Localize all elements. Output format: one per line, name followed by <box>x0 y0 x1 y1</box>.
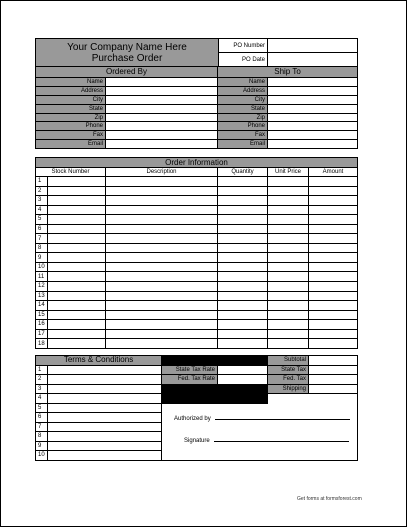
ship-to-field[interactable] <box>268 113 358 122</box>
po-number-field[interactable] <box>268 39 358 53</box>
description-cell[interactable] <box>106 224 218 234</box>
unit-price-cell[interactable] <box>268 215 309 225</box>
totals-blank <box>268 394 358 404</box>
ordered-by-label: Address <box>36 86 106 95</box>
order-line-row <box>36 320 358 330</box>
terms-heading: Terms & Conditions <box>36 356 162 366</box>
quantity-cell[interactable] <box>218 272 268 282</box>
amount-cell[interactable] <box>309 320 358 330</box>
order-line-row <box>36 224 358 234</box>
description-cell[interactable] <box>106 272 218 282</box>
order-line-row <box>36 196 358 206</box>
quantity-cell[interactable] <box>218 329 268 339</box>
address-row <box>36 104 358 113</box>
stock-number-cell[interactable] <box>48 262 106 272</box>
po-date-label: PO Date <box>219 53 268 67</box>
amount-cell[interactable] <box>309 186 358 196</box>
terms-line-number: 10 <box>36 451 48 461</box>
description-cell[interactable] <box>106 215 218 225</box>
stock-number-cell[interactable] <box>48 205 106 215</box>
address-row <box>36 113 358 122</box>
description-cell[interactable] <box>106 339 218 349</box>
terms-row <box>36 384 358 394</box>
ship-to-field[interactable] <box>268 122 358 131</box>
line-number: 13 <box>36 291 48 301</box>
ordered-by-label: Phone <box>36 122 106 131</box>
order-information-heading: Order Information <box>36 158 358 168</box>
quantity-cell[interactable] <box>218 262 268 272</box>
ship-to-label: City <box>218 95 268 104</box>
column-unit-price: Unit Price <box>268 168 309 177</box>
ordered-by-label: Zip <box>36 113 106 122</box>
line-number: 8 <box>36 243 48 253</box>
column-quantity: Quantity <box>218 168 268 177</box>
quantity-cell[interactable] <box>218 224 268 234</box>
description-cell[interactable] <box>106 196 218 206</box>
quantity-cell[interactable] <box>218 320 268 330</box>
stock-number-cell[interactable] <box>48 282 106 292</box>
ship-to-field[interactable] <box>268 131 358 140</box>
amount-cell[interactable] <box>309 301 358 311</box>
state-tax-rate-field[interactable] <box>218 365 268 375</box>
terms-line-number: 8 <box>36 432 48 442</box>
document-title: Purchase Order <box>91 53 163 64</box>
quantity-cell[interactable] <box>218 282 268 292</box>
description-cell[interactable] <box>106 186 218 196</box>
terms-cell[interactable] <box>48 441 162 451</box>
authorized-by-label: Authorized by <box>174 415 211 422</box>
unit-price-cell[interactable] <box>268 320 309 330</box>
signature-label: Signature <box>184 437 210 444</box>
line-number: 4 <box>36 205 48 215</box>
stock-number-cell[interactable] <box>48 215 106 225</box>
order-line-row <box>36 262 358 272</box>
order-line-row <box>36 310 358 320</box>
ordered-by-field[interactable] <box>106 131 218 140</box>
fed-tax-field[interactable] <box>309 375 358 385</box>
stock-number-cell[interactable] <box>48 234 106 244</box>
line-number: 5 <box>36 215 48 225</box>
ordered-by-field[interactable] <box>106 140 218 149</box>
ordered-by-field[interactable] <box>106 95 218 104</box>
unit-price-cell[interactable] <box>268 339 309 349</box>
unit-price-cell[interactable] <box>268 253 309 263</box>
terms-cell[interactable] <box>48 365 162 375</box>
line-number: 14 <box>36 301 48 311</box>
terms-cell[interactable] <box>48 394 162 404</box>
ordered-by-heading: Ordered By <box>36 67 218 78</box>
line-number: 6 <box>36 224 48 234</box>
amount-cell[interactable] <box>309 262 358 272</box>
ordered-by-field[interactable] <box>106 122 218 131</box>
order-line-row <box>36 186 358 196</box>
ship-to-field[interactable] <box>268 86 358 95</box>
address-table <box>35 66 358 149</box>
address-row <box>36 140 358 149</box>
stock-number-cell[interactable] <box>48 329 106 339</box>
fed-tax-label: Fed. Tax <box>268 375 309 385</box>
stock-number-cell[interactable] <box>48 301 106 311</box>
description-cell[interactable] <box>106 310 218 320</box>
state-tax-label: State Tax <box>268 365 309 375</box>
amount-cell[interactable] <box>309 291 358 301</box>
order-line-row <box>36 282 358 292</box>
line-number: 17 <box>36 329 48 339</box>
fed-tax-rate-field[interactable] <box>218 375 268 385</box>
ship-to-field[interactable] <box>268 95 358 104</box>
quantity-cell[interactable] <box>218 301 268 311</box>
terms-cell[interactable] <box>48 403 162 413</box>
amount-cell[interactable] <box>309 329 358 339</box>
line-number: 1 <box>36 177 48 187</box>
unit-price-cell[interactable] <box>268 301 309 311</box>
quantity-cell[interactable] <box>218 205 268 215</box>
stock-number-cell[interactable] <box>48 272 106 282</box>
ship-to-label: Fax <box>218 131 268 140</box>
ship-to-label: Email <box>218 140 268 149</box>
line-number: 18 <box>36 339 48 349</box>
order-information-table <box>35 157 358 349</box>
terms-cell[interactable] <box>48 413 162 423</box>
fed-tax-rate-label: Fed. Tax Rate <box>162 375 218 385</box>
amount-cell[interactable] <box>309 224 358 234</box>
terms-totals-table <box>35 355 358 461</box>
order-line-row <box>36 291 358 301</box>
description-cell[interactable] <box>106 177 218 187</box>
column-description: Description <box>106 168 218 177</box>
ship-to-heading: Ship To <box>218 67 358 78</box>
quantity-cell[interactable] <box>218 196 268 206</box>
shipping-label: Shipping <box>268 384 309 394</box>
unit-price-cell[interactable] <box>268 196 309 206</box>
company-title-block <box>36 39 219 67</box>
amount-cell[interactable] <box>309 253 358 263</box>
terms-cell[interactable] <box>48 451 162 461</box>
state-tax-field[interactable] <box>309 365 358 375</box>
po-number-label: PO Number <box>219 39 268 53</box>
order-line-row <box>36 272 358 282</box>
order-line-row <box>36 234 358 244</box>
ordered-by-label: Email <box>36 140 106 149</box>
description-cell[interactable] <box>106 253 218 263</box>
quantity-cell[interactable] <box>218 186 268 196</box>
line-number: 16 <box>36 320 48 330</box>
terms-row <box>36 375 358 385</box>
ordered-by-label: City <box>36 95 106 104</box>
stock-number-cell[interactable] <box>48 196 106 206</box>
description-cell[interactable] <box>106 291 218 301</box>
authorized-by-line[interactable] <box>215 414 350 420</box>
amount-cell[interactable] <box>309 177 358 187</box>
subtotal-label: Subtotal <box>268 356 309 366</box>
ship-to-field[interactable] <box>268 104 358 113</box>
stock-number-cell[interactable] <box>48 310 106 320</box>
line-number: 3 <box>36 196 48 206</box>
quantity-cell[interactable] <box>218 177 268 187</box>
stock-number-cell[interactable] <box>48 177 106 187</box>
tax-footer-bar <box>162 384 268 403</box>
authorized-by-area <box>162 403 358 432</box>
unit-price-cell[interactable] <box>268 310 309 320</box>
amount-cell[interactable] <box>309 339 358 349</box>
address-row <box>36 86 358 95</box>
description-cell[interactable] <box>106 282 218 292</box>
amount-cell[interactable] <box>309 272 358 282</box>
amount-cell[interactable] <box>309 310 358 320</box>
header-table <box>35 38 358 67</box>
terms-cell[interactable] <box>48 384 162 394</box>
unit-price-cell[interactable] <box>268 243 309 253</box>
description-cell[interactable] <box>106 262 218 272</box>
ordered-by-field[interactable] <box>106 78 218 87</box>
unit-price-cell[interactable] <box>268 329 309 339</box>
unit-price-cell[interactable] <box>268 234 309 244</box>
order-line-row <box>36 177 358 187</box>
order-line-row <box>36 243 358 253</box>
quantity-cell[interactable] <box>218 310 268 320</box>
ship-to-field[interactable] <box>268 78 358 87</box>
company-name: Your Company Name Here <box>67 41 187 53</box>
stock-number-cell[interactable] <box>48 320 106 330</box>
unit-price-cell[interactable] <box>268 282 309 292</box>
ship-to-label: Address <box>218 86 268 95</box>
column-amount: Amount <box>309 168 358 177</box>
footer-credit: Get forms at formsforest.com <box>297 496 362 502</box>
terms-line-number: 1 <box>36 365 48 375</box>
stock-number-cell[interactable] <box>48 339 106 349</box>
quantity-cell[interactable] <box>218 291 268 301</box>
ship-to-label: Name <box>218 78 268 87</box>
state-tax-rate-label: State Tax Rate <box>162 365 218 375</box>
ordered-by-field[interactable] <box>106 86 218 95</box>
description-cell[interactable] <box>106 329 218 339</box>
order-line-row <box>36 329 358 339</box>
terms-line-number: 3 <box>36 384 48 394</box>
terms-row <box>36 365 358 375</box>
terms-row <box>36 403 358 413</box>
quantity-cell[interactable] <box>218 339 268 349</box>
order-line-row <box>36 253 358 263</box>
stock-number-cell[interactable] <box>48 291 106 301</box>
address-row <box>36 122 358 131</box>
line-number: 2 <box>36 186 48 196</box>
terms-cell[interactable] <box>48 422 162 432</box>
amount-cell[interactable] <box>309 234 358 244</box>
shipping-field[interactable] <box>309 384 358 394</box>
quantity-cell[interactable] <box>218 243 268 253</box>
stock-number-cell[interactable] <box>48 186 106 196</box>
ordered-by-label: Name <box>36 78 106 87</box>
amount-cell[interactable] <box>309 205 358 215</box>
ship-to-field[interactable] <box>268 140 358 149</box>
address-row <box>36 78 358 87</box>
terms-row <box>36 432 358 442</box>
terms-line-number: 7 <box>36 422 48 432</box>
terms-line-number: 2 <box>36 375 48 385</box>
line-number: 11 <box>36 272 48 282</box>
terms-cell[interactable] <box>48 432 162 442</box>
description-cell[interactable] <box>106 320 218 330</box>
line-number: 15 <box>36 310 48 320</box>
tax-header-bar <box>162 356 268 366</box>
unit-price-cell[interactable] <box>268 205 309 215</box>
order-line-row <box>36 215 358 225</box>
terms-line-number: 9 <box>36 441 48 451</box>
quantity-cell[interactable] <box>218 253 268 263</box>
amount-cell[interactable] <box>309 243 358 253</box>
unit-price-cell[interactable] <box>268 262 309 272</box>
subtotal-field[interactable] <box>309 356 358 366</box>
terms-cell[interactable] <box>48 375 162 385</box>
unit-price-cell[interactable] <box>268 291 309 301</box>
quantity-cell[interactable] <box>218 234 268 244</box>
ship-to-label: Zip <box>218 113 268 122</box>
stock-number-cell[interactable] <box>48 243 106 253</box>
amount-cell[interactable] <box>309 282 358 292</box>
description-cell[interactable] <box>106 205 218 215</box>
amount-cell[interactable] <box>309 215 358 225</box>
ship-to-label: Phone <box>218 122 268 131</box>
ordered-by-label: Fax <box>36 131 106 140</box>
unit-price-cell[interactable] <box>268 177 309 187</box>
ordered-by-field[interactable] <box>106 113 218 122</box>
line-number: 10 <box>36 262 48 272</box>
unit-price-cell[interactable] <box>268 272 309 282</box>
address-row <box>36 131 358 140</box>
stock-number-cell[interactable] <box>48 224 106 234</box>
ship-to-label: State <box>218 104 268 113</box>
line-number: 9 <box>36 253 48 263</box>
terms-line-number: 5 <box>36 403 48 413</box>
signature-area <box>162 432 358 461</box>
address-row <box>36 95 358 104</box>
line-number: 7 <box>36 234 48 244</box>
order-line-row <box>36 339 358 349</box>
unit-price-cell[interactable] <box>268 186 309 196</box>
order-line-row <box>36 301 358 311</box>
ordered-by-field[interactable] <box>106 104 218 113</box>
column-stock-number: Stock Number <box>36 168 106 177</box>
unit-price-cell[interactable] <box>268 224 309 234</box>
quantity-cell[interactable] <box>218 215 268 225</box>
description-cell[interactable] <box>106 301 218 311</box>
terms-line-number: 6 <box>36 413 48 423</box>
ordered-by-label: State <box>36 104 106 113</box>
description-cell[interactable] <box>106 234 218 244</box>
terms-line-number: 4 <box>36 394 48 404</box>
line-number: 12 <box>36 282 48 292</box>
signature-line[interactable] <box>214 436 349 442</box>
description-cell[interactable] <box>106 243 218 253</box>
stock-number-cell[interactable] <box>48 253 106 263</box>
order-line-row <box>36 205 358 215</box>
po-date-field[interactable] <box>268 53 358 67</box>
amount-cell[interactable] <box>309 196 358 206</box>
